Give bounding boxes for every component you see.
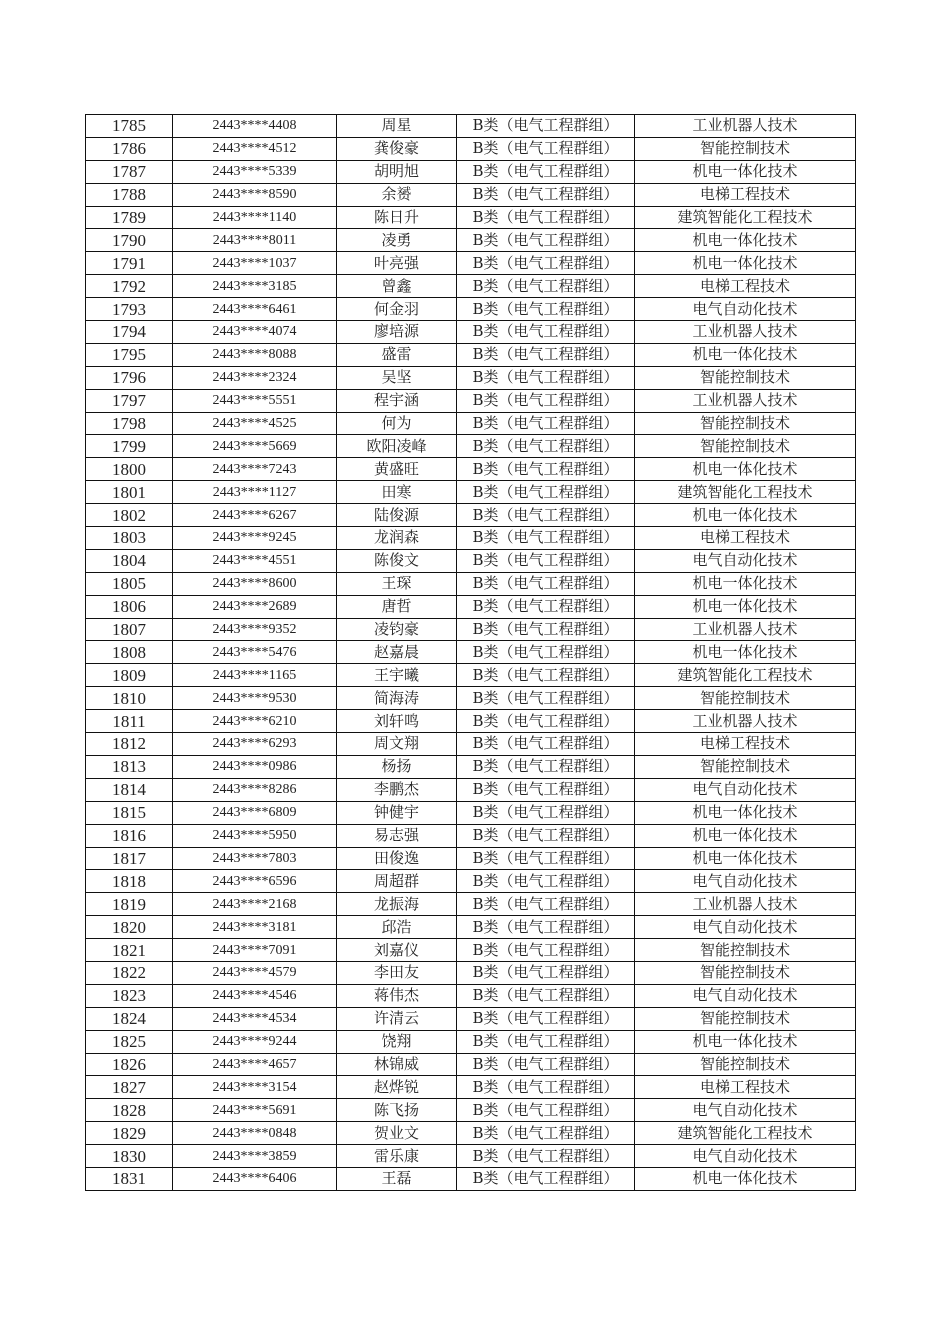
category-cell: B类（电气工程群组） bbox=[457, 366, 635, 389]
candidate-id-cell: 2443****4657 bbox=[173, 1053, 337, 1076]
table-row bbox=[86, 343, 856, 366]
major-cell: 工业机器人技术 bbox=[635, 321, 856, 344]
candidate-id-cell: 2443****7091 bbox=[173, 939, 337, 962]
major-cell: 智能控制技术 bbox=[635, 366, 856, 389]
category-cell: B类（电气工程群组） bbox=[457, 275, 635, 298]
row-number-cell: 1785 bbox=[86, 115, 173, 138]
table-row bbox=[86, 458, 856, 481]
category-cell: B类（电气工程群组） bbox=[457, 527, 635, 550]
row-number-cell: 1818 bbox=[86, 870, 173, 893]
row-number-cell: 1824 bbox=[86, 1007, 173, 1030]
candidate-name-cell: 盛雷 bbox=[337, 343, 457, 366]
table-row bbox=[86, 870, 856, 893]
table-row bbox=[86, 595, 856, 618]
candidate-name-cell: 李田友 bbox=[337, 961, 457, 984]
table-row bbox=[86, 1076, 856, 1099]
major-cell: 智能控制技术 bbox=[635, 755, 856, 778]
row-number-cell: 1825 bbox=[86, 1030, 173, 1053]
category-cell: B类（电气工程群组） bbox=[457, 778, 635, 801]
candidate-id-cell: 2443****4408 bbox=[173, 115, 337, 138]
major-cell: 机电一体化技术 bbox=[635, 343, 856, 366]
table-row bbox=[86, 939, 856, 962]
category-cell: B类（电气工程群组） bbox=[457, 389, 635, 412]
candidate-name-cell: 陈俊文 bbox=[337, 549, 457, 572]
candidate-id-cell: 2443****6293 bbox=[173, 733, 337, 756]
candidate-name-cell: 王宇曦 bbox=[337, 664, 457, 687]
row-number-cell: 1816 bbox=[86, 824, 173, 847]
candidate-id-cell: 2443****6809 bbox=[173, 801, 337, 824]
category-cell: B类（电气工程群组） bbox=[457, 733, 635, 756]
candidate-id-cell: 2443****9530 bbox=[173, 687, 337, 710]
candidate-name-cell: 陈日升 bbox=[337, 206, 457, 229]
candidate-name-cell: 赵烨锐 bbox=[337, 1076, 457, 1099]
candidate-id-cell: 2443****8088 bbox=[173, 343, 337, 366]
major-cell: 机电一体化技术 bbox=[635, 847, 856, 870]
candidate-id-cell: 2443****1037 bbox=[173, 252, 337, 275]
row-number-cell: 1819 bbox=[86, 893, 173, 916]
candidate-name-cell: 田俊逸 bbox=[337, 847, 457, 870]
category-cell: B类（电气工程群组） bbox=[457, 641, 635, 664]
table-row bbox=[86, 137, 856, 160]
candidate-name-cell: 雷乐康 bbox=[337, 1145, 457, 1168]
row-number-cell: 1805 bbox=[86, 572, 173, 595]
major-cell: 电气自动化技术 bbox=[635, 984, 856, 1007]
table-row bbox=[86, 755, 856, 778]
candidate-name-cell: 杨扬 bbox=[337, 755, 457, 778]
row-number-cell: 1788 bbox=[86, 183, 173, 206]
major-cell: 建筑智能化工程技术 bbox=[635, 481, 856, 504]
row-number-cell: 1815 bbox=[86, 801, 173, 824]
table-row bbox=[86, 893, 856, 916]
row-number-cell: 1826 bbox=[86, 1053, 173, 1076]
major-cell: 机电一体化技术 bbox=[635, 1167, 856, 1190]
major-cell: 电梯工程技术 bbox=[635, 527, 856, 550]
major-cell: 电梯工程技术 bbox=[635, 275, 856, 298]
major-cell: 电气自动化技术 bbox=[635, 549, 856, 572]
row-number-cell: 1827 bbox=[86, 1076, 173, 1099]
category-cell: B类（电气工程群组） bbox=[457, 229, 635, 252]
category-cell: B类（电气工程群组） bbox=[457, 458, 635, 481]
row-number-cell: 1799 bbox=[86, 435, 173, 458]
table-row bbox=[86, 412, 856, 435]
major-cell: 机电一体化技术 bbox=[635, 504, 856, 527]
candidate-id-cell: 2443****8011 bbox=[173, 229, 337, 252]
candidate-id-cell: 2443****2324 bbox=[173, 366, 337, 389]
candidate-name-cell: 叶亮强 bbox=[337, 252, 457, 275]
category-cell: B类（电气工程群组） bbox=[457, 481, 635, 504]
major-cell: 电气自动化技术 bbox=[635, 1099, 856, 1122]
category-cell: B类（电气工程群组） bbox=[457, 1167, 635, 1190]
category-cell: B类（电气工程群组） bbox=[457, 504, 635, 527]
category-cell: B类（电气工程群组） bbox=[457, 206, 635, 229]
major-cell: 电梯工程技术 bbox=[635, 733, 856, 756]
candidate-name-cell: 胡明旭 bbox=[337, 160, 457, 183]
row-number-cell: 1822 bbox=[86, 961, 173, 984]
table-row bbox=[86, 710, 856, 733]
candidate-id-cell: 2443****0848 bbox=[173, 1122, 337, 1145]
major-cell: 智能控制技术 bbox=[635, 687, 856, 710]
major-cell: 智能控制技术 bbox=[635, 137, 856, 160]
major-cell: 工业机器人技术 bbox=[635, 710, 856, 733]
row-number-cell: 1800 bbox=[86, 458, 173, 481]
row-number-cell: 1807 bbox=[86, 618, 173, 641]
category-cell: B类（电气工程群组） bbox=[457, 1145, 635, 1168]
row-number-cell: 1793 bbox=[86, 298, 173, 321]
category-cell: B类（电气工程群组） bbox=[457, 595, 635, 618]
category-cell: B类（电气工程群组） bbox=[457, 961, 635, 984]
candidate-id-cell: 2443****8600 bbox=[173, 572, 337, 595]
candidate-name-cell: 赵嘉晨 bbox=[337, 641, 457, 664]
table-row bbox=[86, 549, 856, 572]
table-row bbox=[86, 801, 856, 824]
table-row bbox=[86, 984, 856, 1007]
row-number-cell: 1820 bbox=[86, 916, 173, 939]
category-cell: B类（电气工程群组） bbox=[457, 1030, 635, 1053]
candidate-name-cell: 蒋伟杰 bbox=[337, 984, 457, 1007]
candidate-name-cell: 余赟 bbox=[337, 183, 457, 206]
row-number-cell: 1804 bbox=[86, 549, 173, 572]
candidate-id-cell: 2443****0986 bbox=[173, 755, 337, 778]
table-row bbox=[86, 1007, 856, 1030]
candidate-id-cell: 2443****3185 bbox=[173, 275, 337, 298]
candidate-id-cell: 2443****4551 bbox=[173, 549, 337, 572]
candidate-name-cell: 饶翔 bbox=[337, 1030, 457, 1053]
row-number-cell: 1806 bbox=[86, 595, 173, 618]
major-cell: 机电一体化技术 bbox=[635, 229, 856, 252]
table-row bbox=[86, 183, 856, 206]
category-cell: B类（电气工程群组） bbox=[457, 435, 635, 458]
category-cell: B类（电气工程群组） bbox=[457, 801, 635, 824]
major-cell: 电气自动化技术 bbox=[635, 298, 856, 321]
candidate-id-cell: 2443****4546 bbox=[173, 984, 337, 1007]
candidate-name-cell: 周星 bbox=[337, 115, 457, 138]
candidate-id-cell: 2443****4525 bbox=[173, 412, 337, 435]
row-number-cell: 1803 bbox=[86, 527, 173, 550]
table-row bbox=[86, 527, 856, 550]
category-cell: B类（电气工程群组） bbox=[457, 870, 635, 893]
major-cell: 机电一体化技术 bbox=[635, 641, 856, 664]
candidate-name-cell: 龙润森 bbox=[337, 527, 457, 550]
table-row bbox=[86, 115, 856, 138]
table-row bbox=[86, 961, 856, 984]
table-row bbox=[86, 664, 856, 687]
major-cell: 机电一体化技术 bbox=[635, 801, 856, 824]
major-cell: 智能控制技术 bbox=[635, 1007, 856, 1030]
candidate-name-cell: 陈飞扬 bbox=[337, 1099, 457, 1122]
category-cell: B类（电气工程群组） bbox=[457, 1122, 635, 1145]
major-cell: 机电一体化技术 bbox=[635, 572, 856, 595]
category-cell: B类（电气工程群组） bbox=[457, 618, 635, 641]
candidate-id-cell: 2443****4534 bbox=[173, 1007, 337, 1030]
candidate-name-cell: 欧阳凌峰 bbox=[337, 435, 457, 458]
table-row bbox=[86, 1167, 856, 1190]
row-number-cell: 1794 bbox=[86, 321, 173, 344]
category-cell: B类（电气工程群组） bbox=[457, 252, 635, 275]
major-cell: 电气自动化技术 bbox=[635, 778, 856, 801]
candidate-id-cell: 2443****5476 bbox=[173, 641, 337, 664]
candidate-id-cell: 2443****7243 bbox=[173, 458, 337, 481]
table-row bbox=[86, 687, 856, 710]
candidate-id-cell: 2443****9352 bbox=[173, 618, 337, 641]
row-number-cell: 1812 bbox=[86, 733, 173, 756]
candidate-id-cell: 2443****3154 bbox=[173, 1076, 337, 1099]
row-number-cell: 1814 bbox=[86, 778, 173, 801]
major-cell: 机电一体化技术 bbox=[635, 458, 856, 481]
major-cell: 智能控制技术 bbox=[635, 412, 856, 435]
candidate-id-cell: 2443****8286 bbox=[173, 778, 337, 801]
candidate-name-cell: 简海涛 bbox=[337, 687, 457, 710]
table-row bbox=[86, 1053, 856, 1076]
row-number-cell: 1830 bbox=[86, 1145, 173, 1168]
candidate-id-cell: 2443****9244 bbox=[173, 1030, 337, 1053]
row-number-cell: 1786 bbox=[86, 137, 173, 160]
candidate-name-cell: 易志强 bbox=[337, 824, 457, 847]
category-cell: B类（电气工程群组） bbox=[457, 984, 635, 1007]
category-cell: B类（电气工程群组） bbox=[457, 710, 635, 733]
candidate-name-cell: 龙振海 bbox=[337, 893, 457, 916]
candidate-name-cell: 刘嘉仪 bbox=[337, 939, 457, 962]
table-row bbox=[86, 389, 856, 412]
candidate-name-cell: 廖培源 bbox=[337, 321, 457, 344]
candidate-name-cell: 陆俊源 bbox=[337, 504, 457, 527]
category-cell: B类（电气工程群组） bbox=[457, 343, 635, 366]
major-cell: 智能控制技术 bbox=[635, 435, 856, 458]
row-number-cell: 1801 bbox=[86, 481, 173, 504]
major-cell: 工业机器人技术 bbox=[635, 618, 856, 641]
candidate-name-cell: 周文翔 bbox=[337, 733, 457, 756]
table-row bbox=[86, 618, 856, 641]
row-number-cell: 1811 bbox=[86, 710, 173, 733]
major-cell: 机电一体化技术 bbox=[635, 252, 856, 275]
major-cell: 智能控制技术 bbox=[635, 961, 856, 984]
candidate-name-cell: 周超群 bbox=[337, 870, 457, 893]
major-cell: 智能控制技术 bbox=[635, 1053, 856, 1076]
candidate-id-cell: 2443****4579 bbox=[173, 961, 337, 984]
row-number-cell: 1813 bbox=[86, 755, 173, 778]
category-cell: B类（电气工程群组） bbox=[457, 893, 635, 916]
row-number-cell: 1821 bbox=[86, 939, 173, 962]
row-number-cell: 1831 bbox=[86, 1167, 173, 1190]
row-number-cell: 1823 bbox=[86, 984, 173, 1007]
category-cell: B类（电气工程群组） bbox=[457, 664, 635, 687]
major-cell: 工业机器人技术 bbox=[635, 389, 856, 412]
table-row bbox=[86, 916, 856, 939]
table-row bbox=[86, 1122, 856, 1145]
category-cell: B类（电气工程群组） bbox=[457, 183, 635, 206]
table-row bbox=[86, 298, 856, 321]
candidate-id-cell: 2443****6210 bbox=[173, 710, 337, 733]
candidate-name-cell: 王磊 bbox=[337, 1167, 457, 1190]
table-row bbox=[86, 1030, 856, 1053]
major-cell: 电气自动化技术 bbox=[635, 1145, 856, 1168]
category-cell: B类（电气工程群组） bbox=[457, 321, 635, 344]
table-row bbox=[86, 275, 856, 298]
candidate-id-cell: 2443****3859 bbox=[173, 1145, 337, 1168]
table-row bbox=[86, 160, 856, 183]
major-cell: 机电一体化技术 bbox=[635, 160, 856, 183]
major-cell: 电梯工程技术 bbox=[635, 1076, 856, 1099]
candidate-name-cell: 曾鑫 bbox=[337, 275, 457, 298]
major-cell: 电梯工程技术 bbox=[635, 183, 856, 206]
table-row bbox=[86, 481, 856, 504]
table-row bbox=[86, 206, 856, 229]
candidate-name-cell: 吴坚 bbox=[337, 366, 457, 389]
candidate-id-cell: 2443****2689 bbox=[173, 595, 337, 618]
category-cell: B类（电气工程群组） bbox=[457, 755, 635, 778]
candidate-name-cell: 龚俊豪 bbox=[337, 137, 457, 160]
table-row bbox=[86, 435, 856, 458]
major-cell: 建筑智能化工程技术 bbox=[635, 206, 856, 229]
major-cell: 工业机器人技术 bbox=[635, 893, 856, 916]
major-cell: 建筑智能化工程技术 bbox=[635, 664, 856, 687]
candidate-id-cell: 2443****9245 bbox=[173, 527, 337, 550]
major-cell: 机电一体化技术 bbox=[635, 1030, 856, 1053]
category-cell: B类（电气工程群组） bbox=[457, 1007, 635, 1030]
table-row bbox=[86, 252, 856, 275]
category-cell: B类（电气工程群组） bbox=[457, 549, 635, 572]
candidate-name-cell: 刘轩鸣 bbox=[337, 710, 457, 733]
candidate-id-cell: 2443****7803 bbox=[173, 847, 337, 870]
major-cell: 电气自动化技术 bbox=[635, 870, 856, 893]
row-number-cell: 1797 bbox=[86, 389, 173, 412]
row-number-cell: 1808 bbox=[86, 641, 173, 664]
roster-table-body bbox=[86, 115, 856, 1191]
category-cell: B类（电气工程群组） bbox=[457, 847, 635, 870]
candidate-id-cell: 2443****4512 bbox=[173, 137, 337, 160]
category-cell: B类（电气工程群组） bbox=[457, 298, 635, 321]
candidate-id-cell: 2443****1140 bbox=[173, 206, 337, 229]
roster-table bbox=[85, 114, 856, 1191]
table-row bbox=[86, 641, 856, 664]
candidate-id-cell: 2443****2168 bbox=[173, 893, 337, 916]
row-number-cell: 1792 bbox=[86, 275, 173, 298]
major-cell: 智能控制技术 bbox=[635, 939, 856, 962]
candidate-name-cell: 邱浩 bbox=[337, 916, 457, 939]
candidate-name-cell: 何为 bbox=[337, 412, 457, 435]
table-row bbox=[86, 321, 856, 344]
candidate-name-cell: 林锦威 bbox=[337, 1053, 457, 1076]
candidate-name-cell: 钟健宇 bbox=[337, 801, 457, 824]
row-number-cell: 1787 bbox=[86, 160, 173, 183]
category-cell: B类（电气工程群组） bbox=[457, 115, 635, 138]
candidate-id-cell: 2443****6461 bbox=[173, 298, 337, 321]
candidate-id-cell: 2443****5551 bbox=[173, 389, 337, 412]
candidate-name-cell: 田寒 bbox=[337, 481, 457, 504]
major-cell: 机电一体化技术 bbox=[635, 595, 856, 618]
row-number-cell: 1795 bbox=[86, 343, 173, 366]
candidate-name-cell: 程宇涵 bbox=[337, 389, 457, 412]
table-row bbox=[86, 1145, 856, 1168]
candidate-id-cell: 2443****6267 bbox=[173, 504, 337, 527]
candidate-id-cell: 2443****3181 bbox=[173, 916, 337, 939]
table-row bbox=[86, 504, 856, 527]
candidate-name-cell: 凌勇 bbox=[337, 229, 457, 252]
table-row bbox=[86, 229, 856, 252]
row-number-cell: 1809 bbox=[86, 664, 173, 687]
row-number-cell: 1802 bbox=[86, 504, 173, 527]
candidate-id-cell: 2443****6406 bbox=[173, 1167, 337, 1190]
candidate-name-cell: 凌钧豪 bbox=[337, 618, 457, 641]
table-row bbox=[86, 572, 856, 595]
category-cell: B类（电气工程群组） bbox=[457, 412, 635, 435]
row-number-cell: 1828 bbox=[86, 1099, 173, 1122]
candidate-name-cell: 许清云 bbox=[337, 1007, 457, 1030]
candidate-name-cell: 王琛 bbox=[337, 572, 457, 595]
row-number-cell: 1789 bbox=[86, 206, 173, 229]
row-number-cell: 1810 bbox=[86, 687, 173, 710]
major-cell: 建筑智能化工程技术 bbox=[635, 1122, 856, 1145]
candidate-name-cell: 李鹏杰 bbox=[337, 778, 457, 801]
candidate-id-cell: 2443****5691 bbox=[173, 1099, 337, 1122]
candidate-id-cell: 2443****5339 bbox=[173, 160, 337, 183]
candidate-name-cell: 唐哲 bbox=[337, 595, 457, 618]
category-cell: B类（电气工程群组） bbox=[457, 1076, 635, 1099]
candidate-id-cell: 2443****1165 bbox=[173, 664, 337, 687]
category-cell: B类（电气工程群组） bbox=[457, 137, 635, 160]
candidate-id-cell: 2443****1127 bbox=[173, 481, 337, 504]
table-row bbox=[86, 1099, 856, 1122]
row-number-cell: 1829 bbox=[86, 1122, 173, 1145]
candidate-id-cell: 2443****4074 bbox=[173, 321, 337, 344]
table-row bbox=[86, 847, 856, 870]
category-cell: B类（电气工程群组） bbox=[457, 824, 635, 847]
table-row bbox=[86, 824, 856, 847]
table-row bbox=[86, 733, 856, 756]
category-cell: B类（电气工程群组） bbox=[457, 160, 635, 183]
category-cell: B类（电气工程群组） bbox=[457, 687, 635, 710]
table-row bbox=[86, 366, 856, 389]
category-cell: B类（电气工程群组） bbox=[457, 916, 635, 939]
category-cell: B类（电气工程群组） bbox=[457, 1099, 635, 1122]
row-number-cell: 1798 bbox=[86, 412, 173, 435]
row-number-cell: 1796 bbox=[86, 366, 173, 389]
major-cell: 工业机器人技术 bbox=[635, 115, 856, 138]
candidate-name-cell: 贺业文 bbox=[337, 1122, 457, 1145]
row-number-cell: 1817 bbox=[86, 847, 173, 870]
candidate-id-cell: 2443****8590 bbox=[173, 183, 337, 206]
row-number-cell: 1791 bbox=[86, 252, 173, 275]
table-row bbox=[86, 778, 856, 801]
candidate-id-cell: 2443****5950 bbox=[173, 824, 337, 847]
candidate-name-cell: 何金羽 bbox=[337, 298, 457, 321]
major-cell: 机电一体化技术 bbox=[635, 824, 856, 847]
candidate-id-cell: 2443****5669 bbox=[173, 435, 337, 458]
category-cell: B类（电气工程群组） bbox=[457, 939, 635, 962]
candidate-name-cell: 黄盛旺 bbox=[337, 458, 457, 481]
category-cell: B类（电气工程群组） bbox=[457, 572, 635, 595]
category-cell: B类（电气工程群组） bbox=[457, 1053, 635, 1076]
candidate-id-cell: 2443****6596 bbox=[173, 870, 337, 893]
major-cell: 电气自动化技术 bbox=[635, 916, 856, 939]
row-number-cell: 1790 bbox=[86, 229, 173, 252]
